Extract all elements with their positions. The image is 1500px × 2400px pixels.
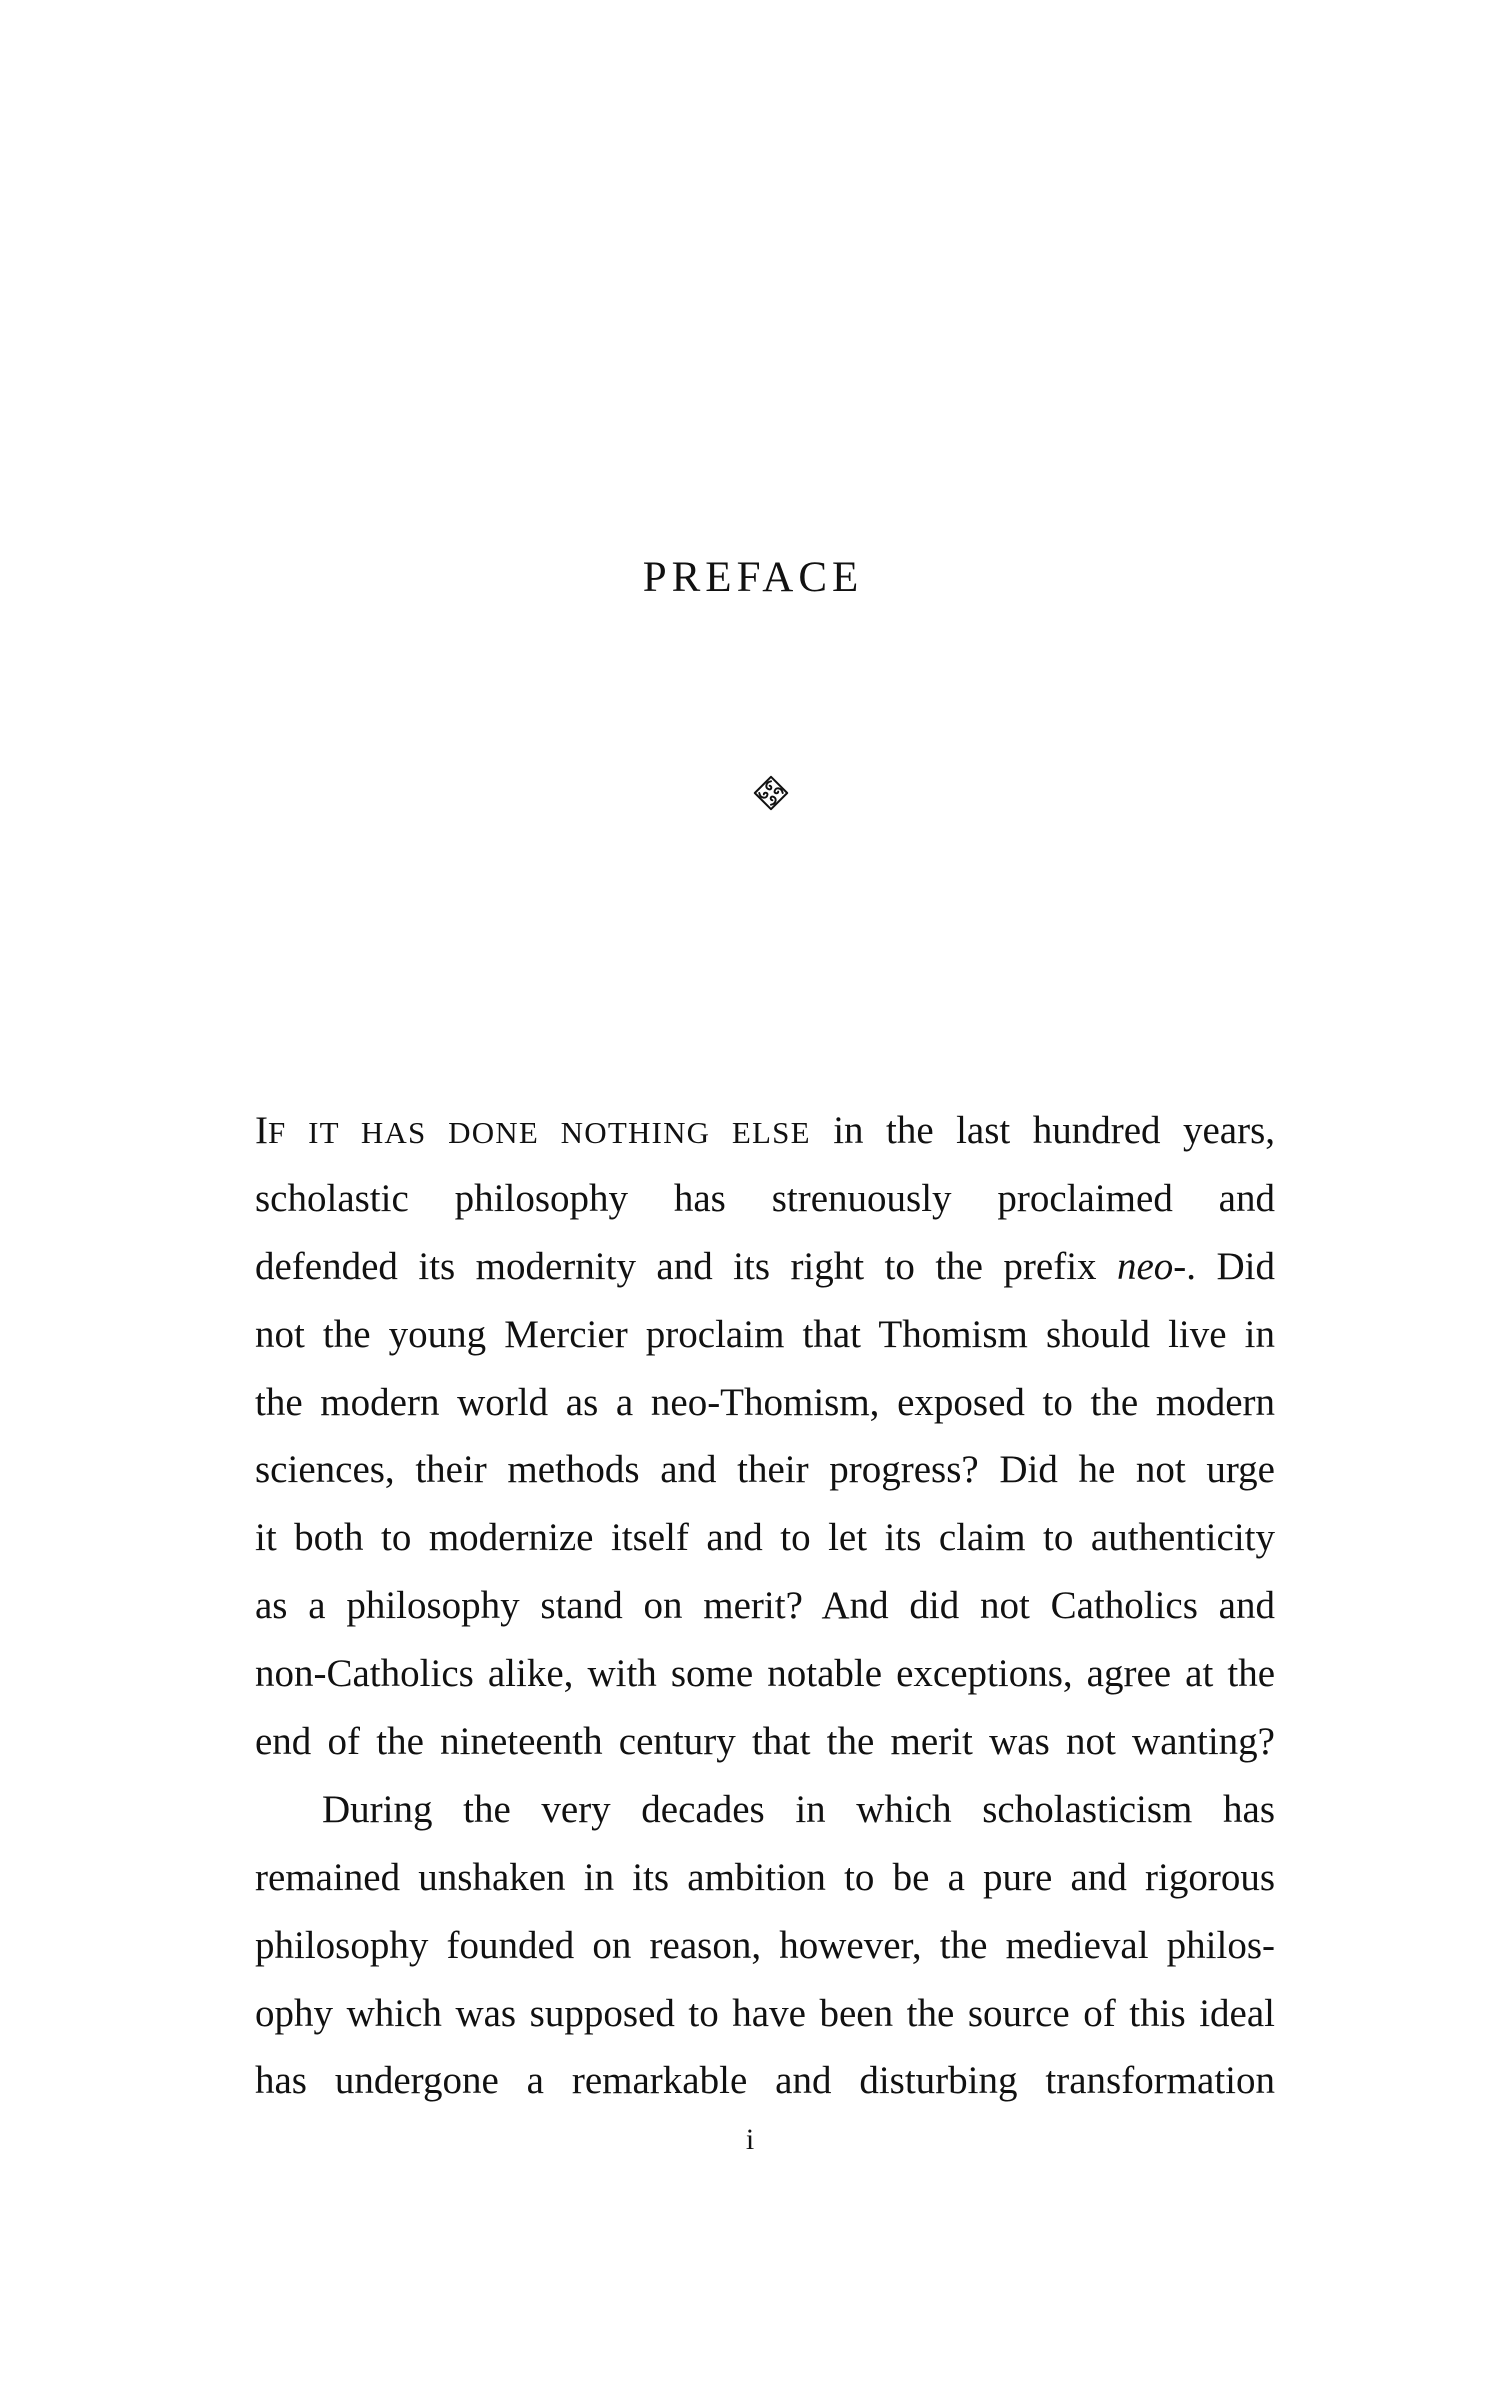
text-line: [255, 1097, 1275, 1165]
text-line: non-Catholics alike, with some notable exceptions, agree at the: [255, 1652, 1275, 1696]
line-text: defended its modernity and its right to the prefix: [255, 1244, 1117, 1288]
text-line: end of the nineteenth century that the merit was not wanting?: [255, 1720, 1275, 1764]
line-text: . Did: [1186, 1244, 1275, 1288]
text-line: During the very decades in which scholasticism has: [322, 1787, 1275, 1831]
text-line: philosophy founded on reason, however, the medieval philos-: [255, 1923, 1275, 1967]
text-line: scholastic philosophy has strenuously proclaimed and: [255, 1176, 1275, 1220]
smallcaps-opening-initial: I: [255, 1109, 268, 1152]
paragraph-2: [255, 1776, 1275, 2115]
fleuron-ornament-icon: [753, 775, 789, 811]
text-line: not the young Mercier proclaim that Thomism should live in: [255, 1312, 1275, 1356]
text-line: as a philosophy stand on merit? And did not Catholics and: [255, 1584, 1275, 1628]
text-line: sciences, their methods and their progress? Did he not urge: [255, 1448, 1275, 1492]
preface-body: [255, 1097, 1275, 2115]
paragraph-1: [255, 1097, 1275, 1776]
chapter-title: PREFACE: [642, 554, 864, 601]
page-number: i: [745, 2123, 755, 2156]
text-line: has undergone a remarkable and disturbing transformation: [255, 2059, 1275, 2103]
text-line: remained unshaken in its ambition to be a pure and rigorous: [255, 1855, 1275, 1899]
line-text: in the last hundred years,: [810, 1109, 1275, 1152]
italic-prefix: neo-: [1116, 1244, 1187, 1288]
text-line: [255, 1233, 1275, 1301]
text-line: ophy which was supposed to have been the source of this ideal: [255, 1991, 1275, 2035]
text-line: it both to modernize itself and to let its claim to authenticity: [255, 1516, 1275, 1560]
text-line: the modern world as a neo-Thomism, exposed to the modern: [255, 1380, 1275, 1424]
smallcaps-opening-phrase: F IT HAS DONE NOTHING ELSE: [268, 1115, 811, 1150]
